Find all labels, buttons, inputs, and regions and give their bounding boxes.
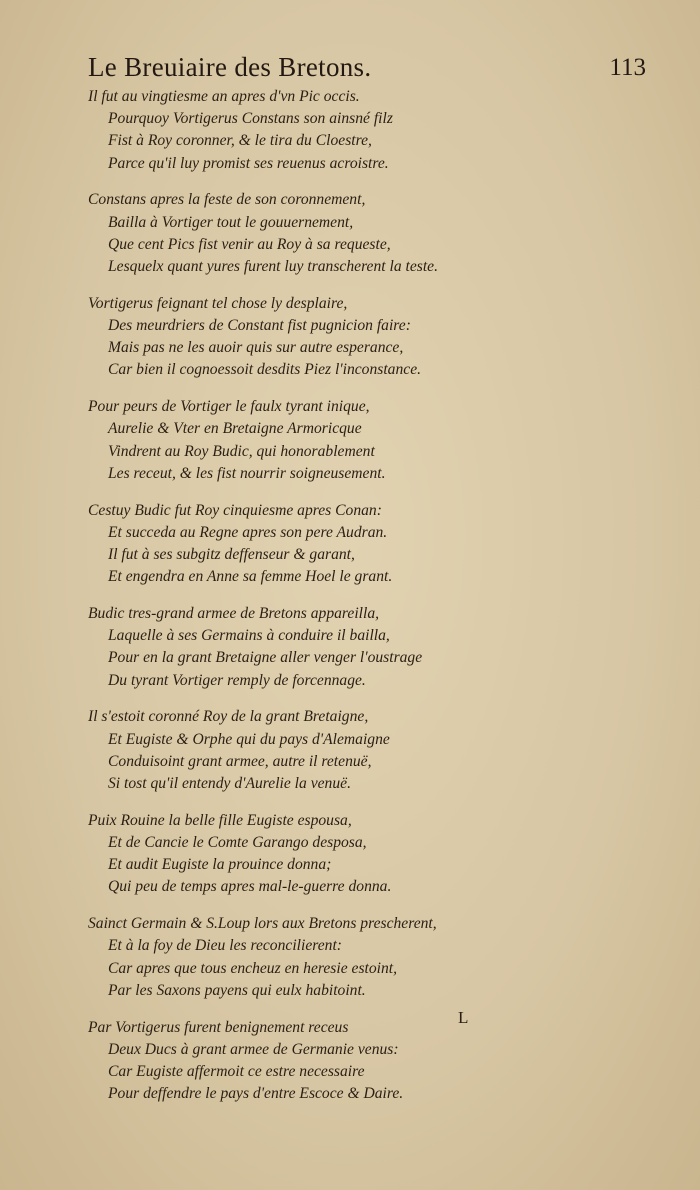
verse-line: Et Eugiste & Orphe qui du pays d'Alemaigne bbox=[108, 730, 390, 748]
stanza bbox=[88, 396, 588, 485]
stanza bbox=[88, 293, 588, 382]
verse-line: Il fut à ses subgitz deffenseur & garant, bbox=[108, 546, 355, 564]
verse-line: Des meurdriers de Constant fist pugnicion faire: bbox=[108, 317, 411, 335]
verse-line: Vortigerus feignant tel chose ly desplaire, bbox=[88, 294, 348, 312]
catchword: L bbox=[458, 1008, 469, 1027]
verse-line: Il s'estoit coronné Roy de la grant Bretaigne, bbox=[88, 708, 369, 726]
verse-line: Du tyrant Vortiger remply de forcennage. bbox=[108, 671, 366, 689]
page-number: 113 bbox=[609, 54, 646, 81]
verse-line: Et audit Eugiste la prouince donna; bbox=[108, 856, 332, 874]
verse-line: Et de Cancie le Comte Garango desposa, bbox=[108, 834, 367, 852]
verse-line: Et à la foy de Dieu les reconcilierent: bbox=[108, 937, 342, 955]
verse-line: Qui peu de temps apres mal-le-guerre donna. bbox=[108, 878, 392, 896]
verse-line: Les receut, & les fist nourrir soigneusement. bbox=[108, 464, 386, 482]
stanza bbox=[88, 706, 588, 795]
verse-line: Puix Rouine la belle fille Eugiste espousa, bbox=[88, 811, 352, 829]
verse-line: Pour en la grant Bretaigne aller venger l'oustrage bbox=[108, 649, 423, 667]
verse-line: Pour peurs de Vortiger le faulx tyrant inique, bbox=[88, 398, 370, 416]
verse-line: Il fut au vingtiesme an apres d'vn Pic occis. bbox=[88, 88, 360, 105]
stanza bbox=[88, 603, 588, 692]
verse-line: Pour deffendre le pays d'entre Escoce & Daire. bbox=[108, 1085, 404, 1103]
stanza bbox=[88, 500, 588, 589]
stanza bbox=[88, 1017, 588, 1106]
verse-line: Pourquoy Vortigerus Constans son ainsné filz bbox=[108, 110, 393, 128]
verse-line: Cestuy Budic fut Roy cinquiesme apres Conan: bbox=[88, 501, 382, 519]
verse-line: Laquelle à ses Germains à conduire il bailla, bbox=[108, 627, 390, 645]
running-title: Le Breuiaire des Bretons. bbox=[88, 52, 372, 82]
verse-line: Conduisoint grant armee, autre il retenuë, bbox=[108, 752, 372, 770]
verse-line: Par Vortigerus furent benignement receus bbox=[88, 1018, 349, 1036]
verse-line: Car bien il cognoessoit desdits Piez l'inconstance. bbox=[108, 361, 422, 379]
verse-line: Deux Ducs à grant armee de Germanie venus: bbox=[108, 1040, 399, 1058]
verse-line: Constans apres la feste de son coronnement, bbox=[88, 191, 366, 209]
verse-line: Aurelie & Vter en Bretaigne Armoricque bbox=[108, 420, 362, 438]
stanza bbox=[88, 86, 588, 175]
verse-line: Fist à Roy coronner, & le tira du Cloestre, bbox=[108, 132, 372, 150]
verse-line: Par les Saxons payens qui eulx habitoint. bbox=[108, 981, 366, 999]
verse-line: Si tost qu'il entendy d'Aurelie la venuë. bbox=[108, 775, 351, 793]
verse-line: Parce qu'il luy promist ses reuenus acroistre. bbox=[108, 154, 389, 172]
stanza bbox=[88, 810, 588, 899]
verse-line: Car apres que tous encheuz en heresie estoint, bbox=[108, 959, 398, 977]
verse-line: Et engendra en Anne sa femme Hoel le grant. bbox=[108, 568, 393, 586]
poem-body bbox=[88, 86, 588, 1120]
stanza bbox=[88, 913, 588, 1002]
stanza bbox=[88, 189, 588, 278]
verse-line: Sainct Germain & S.Loup lors aux Bretons prescherent, bbox=[88, 915, 437, 933]
verse-line: Car Eugiste affermoit ce estre necessaire bbox=[108, 1063, 365, 1081]
verse-line: Bailla à Vortiger tout le gouuernement, bbox=[108, 213, 354, 231]
verse-line: Lesquelx quant yures furent luy transcherent la teste. bbox=[108, 258, 439, 276]
verse-line: Vindrent au Roy Budic, qui honorablement bbox=[108, 442, 375, 460]
verse-line: Budic tres-grand armee de Bretons appareilla, bbox=[88, 605, 380, 623]
verse-line: Mais pas ne les auoir quis sur autre esperance, bbox=[108, 339, 404, 357]
verse-line: Et succeda au Regne apres son pere Audran. bbox=[108, 523, 388, 541]
verse-line: Que cent Pics fist venir au Roy à sa requeste, bbox=[108, 235, 391, 253]
